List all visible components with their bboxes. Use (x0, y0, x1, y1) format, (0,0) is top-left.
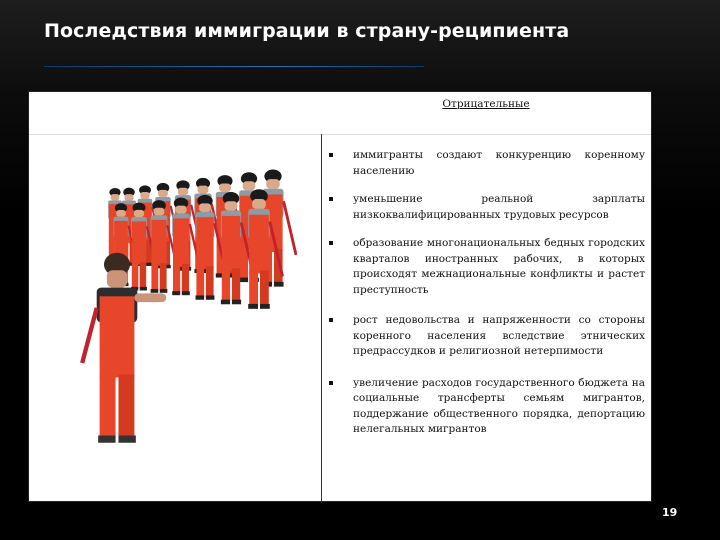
list-item (329, 313, 645, 360)
bullet-square-icon (329, 241, 333, 245)
slide-title: Последствия иммиграции в страну-реципиента (44, 20, 570, 42)
bullet-square-icon (329, 381, 333, 385)
content-table (28, 91, 652, 502)
page-number: 19 (662, 506, 678, 519)
table-header-negative: Отрицательные (442, 98, 530, 110)
list-item (329, 236, 645, 298)
table-header-divider (29, 134, 651, 135)
list-item-text: уменьшение реальной зарплаты низкоквалифицированных трудовых ресурсов (353, 193, 645, 221)
list-item-text: иммигранты создают конкуренцию коренному населению (353, 149, 645, 177)
bullet-square-icon (329, 318, 333, 322)
worker-rows (108, 170, 296, 309)
workers-illustration (67, 156, 297, 446)
negative-consequences-list (329, 148, 645, 451)
bullet-square-icon (329, 153, 333, 157)
list-item-text: увеличение расходов государственного бюджета на социальные трансферты семьям мигрантов, поддержание общественного порядка, депортацию нелегальных мигрантов (353, 376, 645, 435)
list-item (329, 192, 645, 223)
table-column-divider (321, 134, 322, 503)
list-item-text: рост недовольства и напряженности со стороны коренного населения вследствие этнических предрассудков и религиозной нетерпимости (353, 314, 645, 357)
list-item (329, 376, 645, 438)
list-item (329, 148, 645, 179)
list-item-text: образование многонациональных бедных городских кварталов иностранных рабочих, в которых происходят межнациональные конфликты и растет преступность (353, 237, 645, 296)
bullet-square-icon (329, 197, 333, 201)
title-underline (44, 66, 424, 67)
